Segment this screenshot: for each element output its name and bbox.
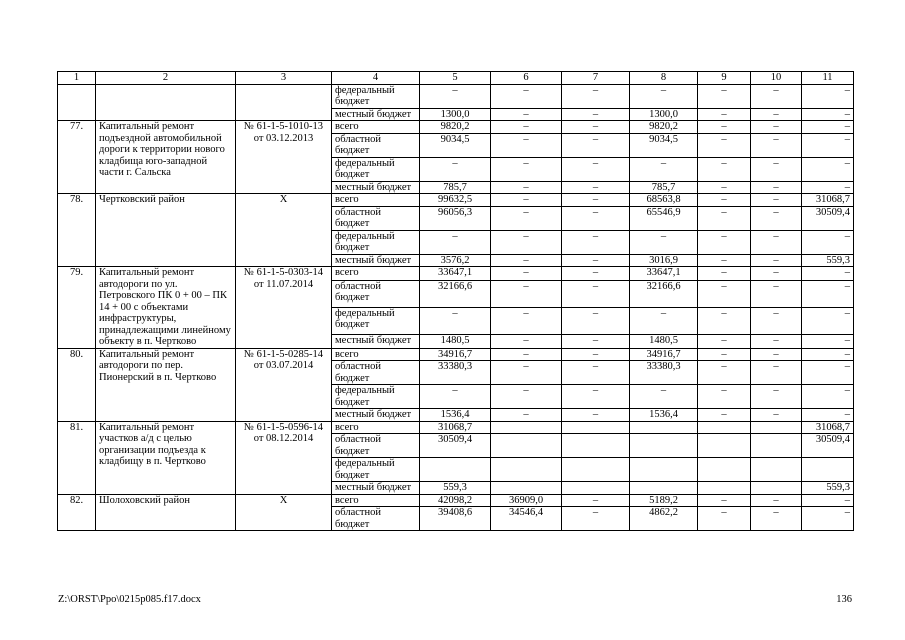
value-cell: – [420,84,491,108]
value-cell: – [491,157,562,181]
value-cell [562,458,630,482]
value-cell [491,458,562,482]
value-cell: 9820,2 [630,121,698,134]
value-cell: 1480,5 [630,334,698,348]
table-row [58,348,854,361]
value-cell [491,434,562,458]
value-cell: – [491,254,562,267]
value-cell: – [802,230,854,254]
header-cell: 9 [698,72,751,85]
value-cell: – [751,280,802,307]
value-cell [751,458,802,482]
value-cell: 34546,4 [491,507,562,531]
value-cell [698,458,751,482]
value-cell: – [491,206,562,230]
value-cell: – [491,409,562,422]
budget-type-cell: всего [332,121,420,134]
value-cell: 33380,3 [420,361,491,385]
value-cell: – [698,133,751,157]
header-cell: 10 [751,72,802,85]
table-row [58,84,854,108]
value-cell: – [802,84,854,108]
value-cell [562,434,630,458]
value-cell: 9820,2 [420,121,491,134]
header-cell: 4 [332,72,420,85]
budget-type-cell: местный бюджет [332,334,420,348]
budget-type-cell: областной бюджет [332,507,420,531]
document-number: № 61-1-5-1010-13 от 03.12.2013 [236,121,332,194]
value-cell: – [491,334,562,348]
value-cell: – [698,334,751,348]
row-number: 82. [58,494,96,531]
value-cell [698,434,751,458]
row-number: 79. [58,267,96,349]
document-number: X [236,194,332,267]
value-cell [751,421,802,434]
value-cell: 3576,2 [420,254,491,267]
budget-type-cell: всего [332,494,420,507]
header-cell: 5 [420,72,491,85]
value-cell: 1300,0 [630,108,698,121]
value-cell: – [751,385,802,409]
value-cell: – [698,267,751,281]
value-cell: 68563,8 [630,194,698,207]
empty-cell [96,84,236,108]
header-cell: 2 [96,72,236,85]
header-cell: 11 [802,72,854,85]
footer-page-number: 136 [836,594,852,605]
object-name: Капитальный ремонт подъездной автомобильной дороги к территории нового кладбища юго-западной части г. Сальска [96,121,236,194]
value-cell: – [562,121,630,134]
budget-type-cell: областной бюджет [332,280,420,307]
value-cell: 31068,7 [420,421,491,434]
value-cell [630,482,698,495]
document-number: № 61-1-5-0596-14 от 08.12.2014 [236,421,332,494]
value-cell: – [698,157,751,181]
header-cell: 7 [562,72,630,85]
value-cell: – [491,361,562,385]
value-cell: – [698,494,751,507]
budget-type-cell: всего [332,421,420,434]
value-cell [562,482,630,495]
budget-type-cell: областной бюджет [332,434,420,458]
table-row [58,267,854,281]
value-cell: – [751,334,802,348]
value-cell: – [562,280,630,307]
value-cell [420,458,491,482]
header-cell: 6 [491,72,562,85]
value-cell [562,421,630,434]
value-cell: 33647,1 [420,267,491,281]
value-cell: – [491,181,562,194]
value-cell: 32166,6 [420,280,491,307]
value-cell: 559,3 [420,482,491,495]
value-cell: – [562,230,630,254]
object-name: Чертковский район [96,194,236,267]
value-cell: – [491,307,562,334]
value-cell: 31068,7 [802,194,854,207]
value-cell [751,434,802,458]
value-cell: – [802,385,854,409]
value-cell: – [802,121,854,134]
value-cell: – [802,280,854,307]
value-cell [491,482,562,495]
budget-type-cell: федеральный бюджет [332,230,420,254]
value-cell: – [751,507,802,531]
budget-type-cell: областной бюджет [332,206,420,230]
table-row [58,421,854,434]
value-cell [751,482,802,495]
value-cell: – [751,230,802,254]
value-cell: 99632,5 [420,194,491,207]
value-cell: – [562,157,630,181]
object-name: Капитальный ремонт автодороги по ул. Петровского ПК 0 + 00 – ПК 14 + 00 с объектами инфраструктуры, принадлежащими линейному объекту в п. Чертково [96,267,236,349]
budget-type-cell: местный бюджет [332,409,420,422]
value-cell: 3016,9 [630,254,698,267]
value-cell: 96056,3 [420,206,491,230]
value-cell: – [751,348,802,361]
value-cell: – [802,507,854,531]
value-cell: – [802,348,854,361]
budget-type-cell: местный бюджет [332,482,420,495]
budget-type-cell: всего [332,348,420,361]
value-cell: 65546,9 [630,206,698,230]
value-cell [630,421,698,434]
value-cell: – [562,348,630,361]
empty-cell [58,84,96,108]
value-cell: 1480,5 [420,334,491,348]
value-cell: – [562,267,630,281]
value-cell: – [751,157,802,181]
value-cell: – [751,254,802,267]
value-cell: – [562,334,630,348]
budget-type-cell: федеральный бюджет [332,458,420,482]
header-cell: 1 [58,72,96,85]
value-cell: – [698,206,751,230]
value-cell: – [698,181,751,194]
value-cell: – [420,157,491,181]
budget-type-cell: местный бюджет [332,181,420,194]
value-cell: 30509,4 [802,434,854,458]
value-cell: 785,7 [420,181,491,194]
value-cell: 1536,4 [630,409,698,422]
empty-cell [236,84,332,108]
value-cell: – [562,206,630,230]
value-cell: – [802,133,854,157]
value-cell: – [751,121,802,134]
value-cell: – [802,409,854,422]
value-cell: – [751,194,802,207]
budget-type-cell: федеральный бюджет [332,307,420,334]
value-cell: – [802,361,854,385]
value-cell: – [630,307,698,334]
table-row [58,108,854,121]
value-cell: – [698,280,751,307]
value-cell: – [751,409,802,422]
document-number: № 61-1-5-0303-14 от 11.07.2014 [236,267,332,349]
value-cell: – [802,307,854,334]
value-cell: 4862,2 [630,507,698,531]
value-cell: – [562,181,630,194]
value-cell [630,458,698,482]
value-cell: – [751,494,802,507]
row-number: 78. [58,194,96,267]
object-name: Шолоховский район [96,494,236,531]
budget-type-cell: местный бюджет [332,108,420,121]
value-cell: – [802,108,854,121]
budget-type-cell: всего [332,267,420,281]
value-cell: 9034,5 [420,133,491,157]
value-cell: – [698,385,751,409]
value-cell [630,434,698,458]
value-cell: – [802,181,854,194]
value-cell: – [698,108,751,121]
value-cell: 36909,0 [491,494,562,507]
value-cell: – [491,108,562,121]
value-cell: 33380,3 [630,361,698,385]
value-cell: – [698,307,751,334]
budget-table [57,71,854,531]
value-cell [698,482,751,495]
value-cell: 34916,7 [630,348,698,361]
value-cell: – [562,507,630,531]
table-row [58,194,854,207]
value-cell: – [698,348,751,361]
row-number: 80. [58,348,96,421]
budget-type-cell: федеральный бюджет [332,84,420,108]
value-cell: 32166,6 [630,280,698,307]
value-cell: – [491,280,562,307]
value-cell: – [751,84,802,108]
value-cell: 5189,2 [630,494,698,507]
value-cell: – [802,494,854,507]
value-cell: – [630,157,698,181]
row-number: 81. [58,421,96,494]
value-cell: – [751,133,802,157]
value-cell: – [802,267,854,281]
value-cell: 31068,7 [802,421,854,434]
value-cell: – [802,157,854,181]
value-cell: – [562,409,630,422]
budget-type-cell: областной бюджет [332,361,420,385]
value-cell: – [562,133,630,157]
value-cell: – [491,133,562,157]
value-cell: – [630,385,698,409]
value-cell: – [491,121,562,134]
budget-type-cell: всего [332,194,420,207]
value-cell: – [491,84,562,108]
value-cell: – [562,254,630,267]
value-cell: – [698,254,751,267]
header-cell: 8 [630,72,698,85]
empty-cell [236,108,332,121]
value-cell: – [562,108,630,121]
footer-file-path: Z:\ORST\Ppo\0215p085.f17.docx [58,594,201,605]
value-cell: 1536,4 [420,409,491,422]
value-cell: – [751,206,802,230]
value-cell: 559,3 [802,482,854,495]
value-cell: – [751,361,802,385]
value-cell: – [630,230,698,254]
column-number-header [58,72,854,85]
value-cell: – [491,348,562,361]
value-cell: – [491,230,562,254]
document-number: № 61-1-5-0285-14 от 03.07.2014 [236,348,332,421]
value-cell: – [751,181,802,194]
value-cell: – [562,194,630,207]
value-cell: 39408,6 [420,507,491,531]
value-cell [802,458,854,482]
document-number: X [236,494,332,531]
value-cell: – [562,307,630,334]
value-cell: – [698,230,751,254]
value-cell: – [491,267,562,281]
object-name: Капитальный ремонт автодороги по пер. Пионерский в п. Чертково [96,348,236,421]
value-cell: – [698,507,751,531]
object-name: Капитальный ремонт участков а/д с целью организации подъезда к кладбищу в п. Чертково [96,421,236,494]
value-cell: – [562,361,630,385]
value-cell: 33647,1 [630,267,698,281]
value-cell: – [751,307,802,334]
value-cell: – [698,121,751,134]
empty-cell [58,108,96,121]
empty-cell [96,108,236,121]
value-cell: 785,7 [630,181,698,194]
value-cell: – [698,409,751,422]
table-body [58,72,854,531]
value-cell: – [751,267,802,281]
value-cell: – [802,334,854,348]
budget-type-cell: федеральный бюджет [332,157,420,181]
budget-type-cell: местный бюджет [332,254,420,267]
value-cell: – [420,385,491,409]
value-cell: – [491,194,562,207]
value-cell: 9034,5 [630,133,698,157]
value-cell: – [491,385,562,409]
value-cell [698,421,751,434]
value-cell: – [562,494,630,507]
value-cell: 559,3 [802,254,854,267]
value-cell: – [420,230,491,254]
value-cell: – [698,194,751,207]
value-cell: 30509,4 [802,206,854,230]
value-cell [491,421,562,434]
value-cell: – [562,385,630,409]
value-cell: – [751,108,802,121]
value-cell: 34916,7 [420,348,491,361]
table-row [58,494,854,507]
value-cell: 30509,4 [420,434,491,458]
header-cell: 3 [236,72,332,85]
value-cell: – [698,84,751,108]
table-row [58,121,854,134]
value-cell: 1300,0 [420,108,491,121]
value-cell: 42098,2 [420,494,491,507]
row-number: 77. [58,121,96,194]
value-cell: – [420,307,491,334]
value-cell: – [630,84,698,108]
budget-type-cell: областной бюджет [332,133,420,157]
value-cell: – [698,361,751,385]
budget-type-cell: федеральный бюджет [332,385,420,409]
value-cell: – [562,84,630,108]
